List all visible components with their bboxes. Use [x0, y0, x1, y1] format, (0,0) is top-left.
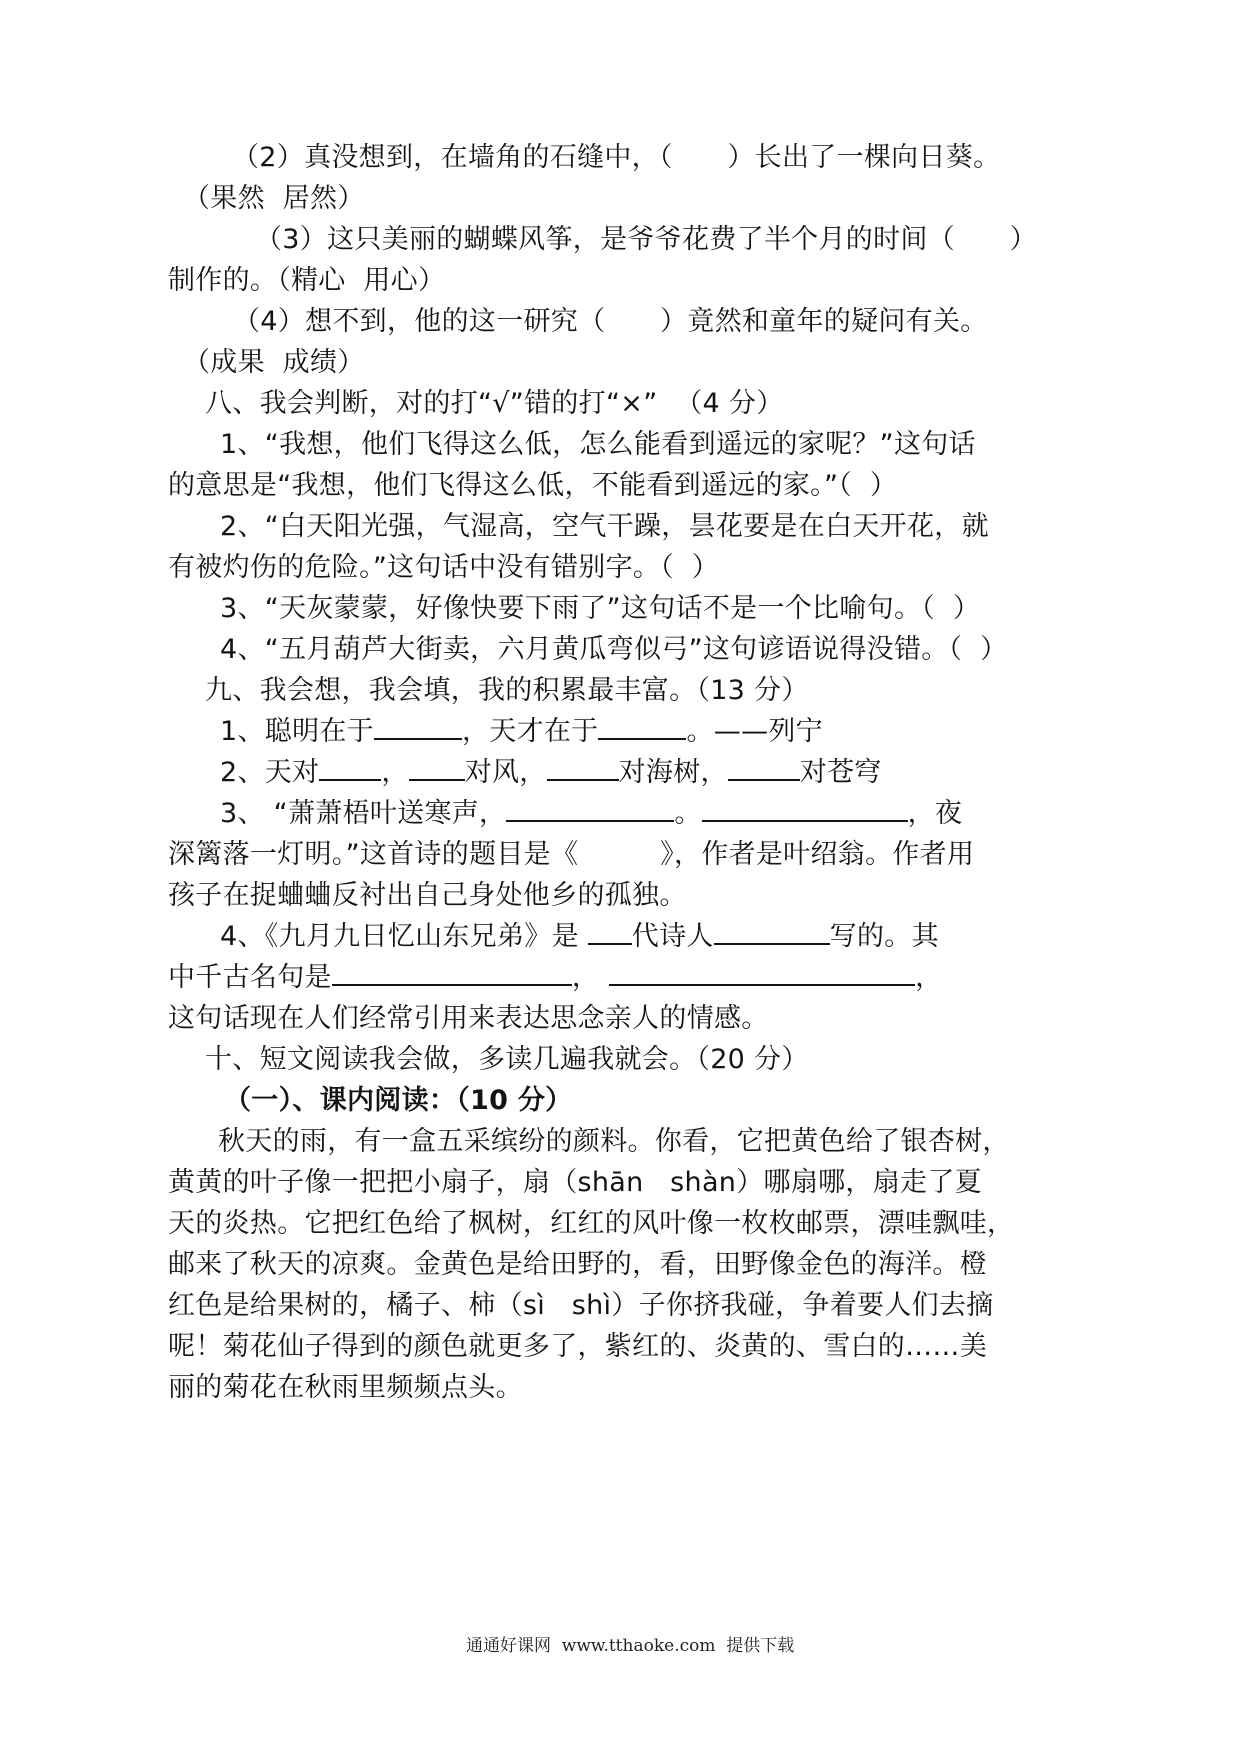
q7-item-3-line1: （3）这只美丽的蝴蝶风筝，是爷爷花费了半个月的时间（ ）: [255, 224, 1037, 255]
passage-line: 秋天的雨，有一盒五采缤纷的颜料。你看，它把黄色给了银杏树，: [218, 1126, 1010, 1157]
blank-line[interactable]: [598, 714, 686, 740]
section-8-title: 八、我会判断，对的打“√”错的打“×” （4 分）: [205, 388, 784, 419]
q8-item-2-line2: 有被灼伤的危险。”这句话中没有错别字。（ ）: [168, 552, 720, 583]
q9-item-2: 2、天对 ， 对风， 对海树， 对苍穹: [220, 757, 882, 788]
q7-item-2-line1: （2）真没想到，在墙角的石缝中，（ ）长出了一棵向日葵。: [232, 142, 1001, 173]
section-10-title: 十、短文阅读我会做，多读几遍我就会。（20 分）: [205, 1044, 809, 1075]
q7-item-4-line1: （4）想不到，他的这一研究（ ）竟然和童年的疑问有关。: [233, 306, 988, 337]
passage-line: 红色是给果树的，橘子、柿（sì shì）子你挤我碰，争着要人们去摘: [168, 1290, 994, 1321]
q9-item-4-line3: 这句话现在人们经常引用来表达思念亲人的情感。: [168, 1003, 769, 1034]
blank-line[interactable]: [702, 796, 908, 822]
blank-line[interactable]: [374, 714, 462, 740]
passage-line: 呢！菊花仙子得到的颜色就更多了，紫红的、炎黄的、雪白的……美: [168, 1331, 987, 1362]
blank-line[interactable]: [319, 755, 381, 781]
q9-item-1: 1、聪明在于 ，天才在于 。——列宁: [220, 716, 823, 747]
q8-item-2-line1: 2、“白天阳光强，气湿高，空气干躁，昙花要是在白天开花，就: [220, 511, 989, 542]
blank-line[interactable]: [506, 796, 674, 822]
q9-item-4-line2: 中千古名句是 ， ，: [168, 962, 943, 993]
section-9-title: 九、我会想，我会填，我的积累最丰富。（13 分）: [205, 675, 809, 706]
q9-item-3-line2: 深篱落一灯明。”这首诗的题目是《 》，作者是叶绍翁。作者用: [168, 839, 975, 870]
passage-line: 邮来了秋天的凉爽。金黄色是给田野的，看，田野像金色的海洋。橙: [168, 1249, 987, 1280]
passage-line: 天的炎热。它把红色给了枫树，红红的风叶像一枚枚邮票，漂哇飘哇，: [168, 1208, 1015, 1239]
blank-line[interactable]: [609, 960, 915, 986]
passage-line: 丽的菊花在秋雨里频频点头。: [168, 1372, 523, 1403]
blank-line[interactable]: [728, 755, 800, 781]
q7-item-2-options: （果然 居然）: [183, 183, 365, 214]
blank-line[interactable]: [547, 755, 619, 781]
q8-item-1-line1: 1、“我想，他们飞得这么低，怎么能看到遥远的家呢？”这句话: [220, 429, 976, 460]
q8-item-3: 3、“天灰蒙蒙，好像快要下雨了”这句话不是一个比喻句。（ ）: [220, 593, 981, 624]
q8-item-1-line2: 的意思是“我想，他们飞得这么低，不能看到遥远的家。”（ ）: [168, 470, 898, 501]
blank-line[interactable]: [588, 919, 632, 945]
q9-item-3-line3: 孩子在捉蛐蛐反衬出自己身处他乡的孤独。: [168, 880, 687, 911]
passage-line: 黄黄的叶子像一把把小扇子，扇（shān shàn）哪扇哪，扇走了夏: [168, 1167, 982, 1198]
q7-item-4-options: （成果 成绩）: [183, 347, 365, 378]
blank-line[interactable]: [332, 960, 572, 986]
blank-line[interactable]: [409, 755, 465, 781]
q9-item-4-line1: 4、《九月九日忆山东兄弟》是 代诗人 写的。其: [220, 921, 939, 952]
page-footer: 通通好课网 www.tthaoke.com 提供下载: [466, 1636, 795, 1656]
subsection-title: （一）、课内阅读：（10 分）: [224, 1085, 573, 1116]
q7-item-3-line2: 制作的。（精心 用心）: [168, 265, 446, 296]
q9-item-3-line1: 3、 “萧萧梧叶送寒声， 。 ，夜: [220, 798, 963, 829]
q8-item-4: 4、“五月葫芦大街卖，六月黄瓜弯似弓”这句谚语说得没错。（ ）: [220, 634, 1008, 665]
blank-line[interactable]: [714, 919, 830, 945]
